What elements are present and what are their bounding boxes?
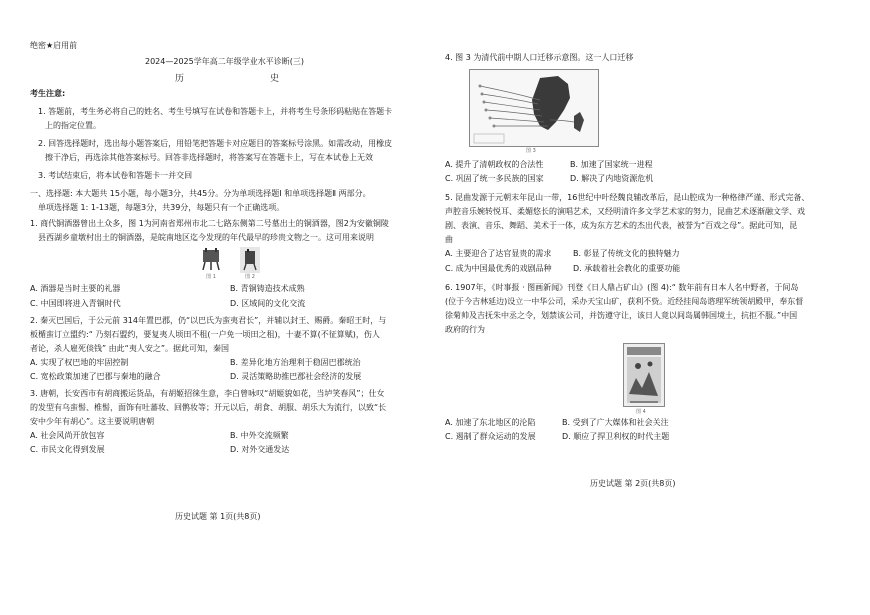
q6-newspaper-figure xyxy=(623,343,665,415)
q1-option-a[interactable]: A. 酒器是当时主要的礼器 xyxy=(30,284,121,293)
q5-stem-line-1: 5. 昆曲发源于元朝末年昆山一带，16世纪中叶经魏良辅改革后，昆山腔成为一种格律严谨、形式完备、 xyxy=(445,193,810,202)
section1-line-1: 一、选择题: 本大题共 15小题，每小题3分，共45分。分为单项选择题Ⅰ 和单项选择题Ⅱ 两部分。 xyxy=(30,189,371,198)
q2-option-b[interactable]: B. 差异化地方治理利于稳固巴郡统治 xyxy=(230,358,361,367)
q3-option-d[interactable]: D. 对外交通发达 xyxy=(230,445,290,454)
q6-option-c[interactable]: C. 遏制了群众运动的发展 xyxy=(445,432,536,441)
q3-option-c[interactable]: C. 市民文化得到发展 xyxy=(30,445,105,454)
q1-stem-line-2: 县西湖乡童墩村出土的铜酒器，是皖南地区迄今发现的年代最早的珍贵文物之一。这可用来说明 xyxy=(38,233,374,242)
q4-map-caption: 图 3 xyxy=(526,148,536,154)
q3-stem-line-3: 安中少年有胡心”。这主要说明唐朝 xyxy=(30,417,155,426)
q6-stem-line-1: 6. 1907年，《时事报 · 图画新闻》刊登《日人鼎占矿山》(图 4):“ 数年前有日本人名中野者，于间岛 xyxy=(445,283,799,292)
q4-option-c[interactable]: C. 巩固了统一多民族的国家 xyxy=(445,174,544,183)
q5-option-d[interactable]: D. 承载着社会教化的重要功能 xyxy=(573,264,681,273)
q4-migration-map xyxy=(469,69,599,154)
q1-option-b[interactable]: B. 青铜铸造技术成熟 xyxy=(230,284,305,293)
q3-stem-line-1: 3. 唐朝，长安西市有胡商搬运货品，有胡姬招徕生意，李白曾咏叹“胡姬貌如花，当垆笑春风”；仕女 xyxy=(30,389,385,398)
right-column xyxy=(445,52,845,443)
bronze-vessel-2-image xyxy=(240,247,260,273)
q2-option-a[interactable]: A. 实现了权巴地的牢固控制 xyxy=(30,358,129,367)
q4-option-a[interactable]: A. 提升了清朝政权的合法性 xyxy=(445,160,544,169)
section1-line-2: 单项选择题 1: 1-13题，每题3分，共39分，每题只有一个正确选项。 xyxy=(38,203,285,212)
q1-stem-line-1: 1. 商代铜酒器曾出土众多，图 1为河南省郑州市北二七路东侧第二号墓出土的铜酒器，图2为安徽铜陵 xyxy=(30,219,389,228)
migration-map-image xyxy=(470,70,598,146)
left-column xyxy=(30,88,430,456)
footer-left: 历史试题 第 1页(共8页) xyxy=(175,512,261,521)
note-2-line-1: 2. 回答选择题时，选出每小题答案后，用铅笔把答题卡对应题目的答案标号涂黑。如需改动，用橡皮 xyxy=(38,139,393,148)
secret-label: 绝密★启用前 xyxy=(30,41,78,50)
note-1-line-1: 1. 答题前，考生务必将自己的姓名、考生号填写在试卷和答题卡上，并将考生号条形码粘贴在答题卡 xyxy=(38,107,393,116)
q4-options-row-2 xyxy=(445,173,845,185)
subject-char-2: 史 xyxy=(270,74,280,84)
q2-stem-line-2: 板楯蛮订立盟约:“ 乃刻石盟约，要复夷人顷田不租(一户免一顷田之租)，十妻不算(不征算赋)，伤人 xyxy=(30,330,380,339)
newspaper-illustration-image xyxy=(624,344,664,406)
q1-option-d[interactable]: D. 区域间的文化交流 xyxy=(230,299,306,308)
q2-options-row-1 xyxy=(30,357,430,369)
q1-figure-2 xyxy=(240,247,260,280)
q6-option-d[interactable]: D. 顺应了捍卫利权的时代主题 xyxy=(562,432,670,441)
note-1-line-2: 上的指定位置。 xyxy=(45,121,101,130)
q6-options-row-1 xyxy=(445,417,845,429)
q4-stem-line-1: 4. 图 3 为清代前中期人口迁移示意图。这一人口迁移 xyxy=(445,53,634,62)
q6-option-b[interactable]: B. 受到了广大媒体和社会关注 xyxy=(562,418,669,427)
q6-stem-line-2: (位于今吉林延边)设立一中华公司，采办天宝山矿，获利不赀。近经挂闯岛谘理军统领胡殿甲，奉东督 xyxy=(445,297,804,306)
notes-title: 考生注意: xyxy=(30,89,66,98)
bronze-vessel-1-image xyxy=(200,247,222,273)
q5-option-b[interactable]: B. 彰显了传统文化的独特魅力 xyxy=(573,249,680,258)
q6-option-a[interactable]: A. 加速了东北地区的沦陷 xyxy=(445,418,536,427)
subject-char-1: 历 xyxy=(175,74,185,84)
q1-options-row-1 xyxy=(30,283,430,295)
q1-figure-2-caption: 图 2 xyxy=(245,274,255,280)
q1-options-row-2 xyxy=(30,298,430,310)
footer-right: 历史试题 第 2页(共8页) xyxy=(590,479,676,488)
q2-option-d[interactable]: D. 灵活策略助推巴郡社会经济的发展 xyxy=(230,372,362,381)
note-2-line-2: 擦干净后，再选涂其他答案标号。回答非选择题时，将答案写在答题卡上，写在本试卷上无效 xyxy=(45,153,373,162)
q2-options-row-2 xyxy=(30,371,430,383)
q5-stem-line-4: 曲 xyxy=(445,235,453,244)
q1-figure-1-caption: 图 1 xyxy=(206,274,216,280)
q2-option-c[interactable]: C. 宽松政策加速了巴郡与秦地的融合 xyxy=(30,372,161,381)
q3-option-b[interactable]: B. 中外交流频繁 xyxy=(230,431,289,440)
q6-figure-caption: 图 4 xyxy=(636,409,646,415)
q5-options-row-2 xyxy=(445,263,845,275)
q6-stem-line-4: 政府的行为 xyxy=(445,325,485,334)
q2-stem-line-3: 者论，杀人雇死倓钱” 由此“夷人安之”。据此可知，秦国 xyxy=(30,344,229,353)
q5-stem-line-2: 声腔音乐婉转悦耳、柔媚悠长的演唱艺术，又经明清许多文学艺术家的努力，昆曲艺术逐渐融文学、戏 xyxy=(445,207,805,216)
q3-options-row-2 xyxy=(30,444,430,456)
q4-option-b[interactable]: B. 加速了国家统一进程 xyxy=(570,160,653,169)
q3-option-a[interactable]: A. 社会风尚开放包容 xyxy=(30,431,105,440)
q3-options-row-1 xyxy=(30,430,430,442)
exam-title: 2024—2025学年高二年级学业水平诊断(三) xyxy=(145,57,304,66)
q4-option-d[interactable]: D. 解决了内地资源危机 xyxy=(570,174,654,183)
q1-figure-1 xyxy=(200,247,222,280)
q1-option-c[interactable]: C. 中国即将进入青铜时代 xyxy=(30,299,121,308)
note-3: 3. 考试结束后，将本试卷和答题卡一并交回 xyxy=(38,171,193,180)
q3-stem-line-2: 的发型有乌蛮髻、椎髻，面饰有吐蕃妆、回鹘妆等；开元以后，胡食、胡服、胡乐大为流行，以致“长 xyxy=(30,403,387,412)
q5-option-a[interactable]: A. 主要迎合了达官显贵的需求 xyxy=(445,249,552,258)
q2-stem-line-1: 2. 秦灭巴国后，于公元前 314年置巴郡，仍“以巴氏为蛮夷君长”，并辅以封王、赐爵。秦昭王时，与 xyxy=(30,316,387,325)
q1-figures xyxy=(200,247,430,280)
q5-stem-line-3: 剧、表演、音乐、舞蹈、美术于一体，成为东方艺术的杰出代表，被誉为“百戏之母”。据此可知，昆 xyxy=(445,221,798,230)
q4-options-row-1 xyxy=(445,159,845,171)
q6-stem-line-3: 徐菊帅及吉抚朱中丞之令，划禁该公司，并饬遵守让，该日人竟以间岛属韩国境土，抗拒不服。”中国 xyxy=(445,311,798,320)
q5-option-c[interactable]: C. 成为中国最优秀的戏剧品种 xyxy=(445,264,552,273)
q5-options-row-1 xyxy=(445,248,845,260)
q6-options-row-2 xyxy=(445,431,845,443)
